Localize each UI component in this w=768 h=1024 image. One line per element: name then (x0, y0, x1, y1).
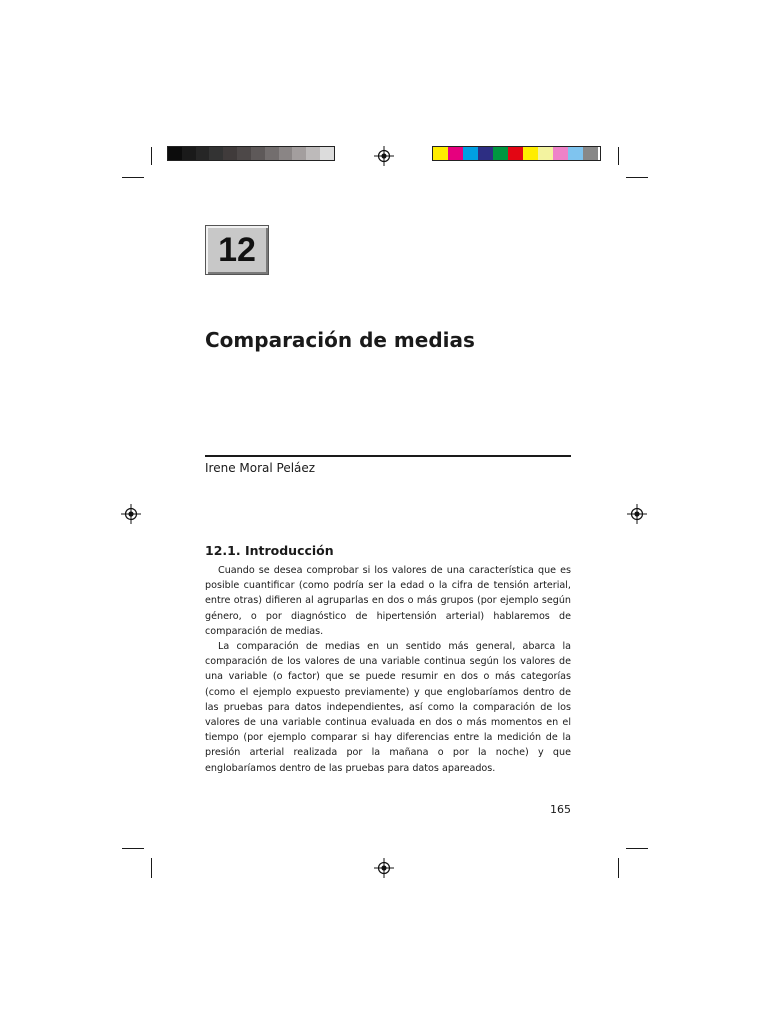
crop-mark-bottom-left-h (122, 848, 144, 849)
title-divider (205, 455, 571, 457)
cmyk-swatch (523, 147, 538, 160)
cmyk-swatch (493, 147, 508, 160)
chapter-author: Irene Moral Peláez (205, 461, 316, 475)
cmyk-swatch (448, 147, 463, 160)
grayscale-swatch (320, 147, 334, 160)
paragraph-1: Cuando se desea comprobar si los valores de una característica que es posible cuantificar (como podría ser la edad o la cifra de tensión arterial, entre otras) difieren al agruparlas en dos o más grupos (por ejemplo según género, o por diagnóstico de hipertensión arterial) hablaremos de comparación de medias. (205, 565, 571, 637)
cmyk-swatch (583, 147, 598, 160)
cmyk-swatch (568, 147, 583, 160)
section-body (205, 563, 571, 776)
registration-mark-top-icon (374, 146, 394, 166)
grayscale-swatch (237, 147, 251, 160)
cmyk-swatch (478, 147, 493, 160)
grayscale-swatch (196, 147, 210, 160)
chapter-number: 12 (218, 230, 256, 269)
page-number: 165 (550, 803, 571, 816)
chapter-number-box (205, 225, 269, 275)
registration-mark-left-icon (121, 504, 141, 524)
grayscale-swatch (168, 147, 182, 160)
registration-mark-right-icon (627, 504, 647, 524)
registration-mark-bottom-icon (374, 858, 394, 878)
crop-mark-top-left-v (151, 147, 152, 165)
crop-mark-top-left-h (122, 177, 144, 178)
cmyk-swatch (433, 147, 448, 160)
cmyk-swatch (553, 147, 568, 160)
crop-mark-top-right-v (618, 147, 619, 165)
cmyk-swatch (463, 147, 478, 160)
chapter-title: Comparación de medias (205, 328, 475, 352)
grayscale-swatch (251, 147, 265, 160)
crop-mark-bottom-left-v (151, 858, 152, 878)
paragraph-2: La comparación de medias en un sentido más general, abarca la comparación de los valores de una variable continua según los valores de una variable (o factor) que se puede resumir en dos o más categorías (como el ejemplo expuesto previamente) y que englobaríamos dentro de las pruebas para datos independientes, así como la comparación de los valores de una variable continua evaluada en dos o más momentos en el tiempo (por ejemplo comparar si hay diferencias entre la medición de la presión arterial realizada por la mañana o por la noche) y que englobaríamos dentro de las pruebas para datos apareados. (205, 641, 571, 774)
grayscale-swatch (279, 147, 293, 160)
crop-mark-top-right-h (626, 177, 648, 178)
cmyk-color-bar (432, 146, 601, 161)
grayscale-swatch (223, 147, 237, 160)
section-heading: 12.1. Introducción (205, 543, 334, 558)
cmyk-swatch (508, 147, 523, 160)
grayscale-color-bar (167, 146, 335, 161)
cmyk-swatch (538, 147, 553, 160)
grayscale-swatch (209, 147, 223, 160)
crop-mark-bottom-right-v (618, 858, 619, 878)
grayscale-swatch (292, 147, 306, 160)
grayscale-swatch (182, 147, 196, 160)
grayscale-swatch (265, 147, 279, 160)
grayscale-swatch (306, 147, 320, 160)
crop-mark-bottom-right-h (626, 848, 648, 849)
